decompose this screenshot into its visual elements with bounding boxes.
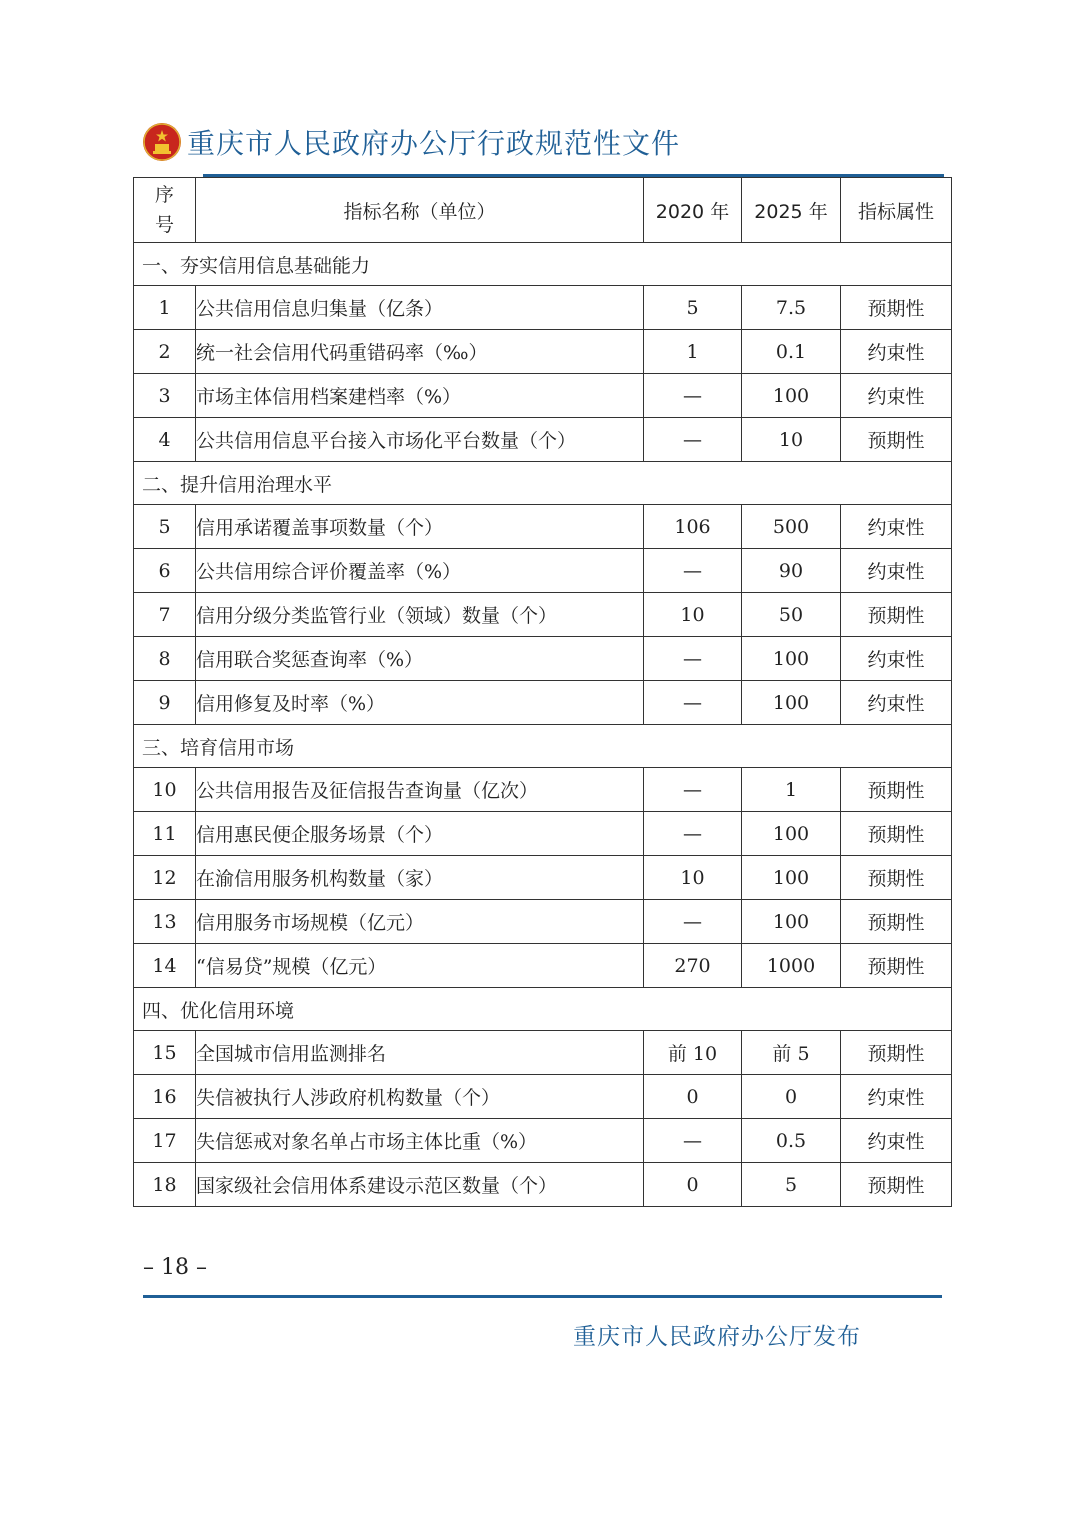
section-row (134, 988, 952, 1031)
cell-value-2025: 1 (742, 768, 841, 812)
section-title: 二、提升信用治理水平 (134, 462, 952, 505)
cell-value-2020: 前 10 (644, 1031, 742, 1075)
cell-index: 17 (134, 1119, 196, 1163)
cell-index: 10 (134, 768, 196, 812)
cell-index: 3 (134, 374, 196, 418)
header-2025: 2025 年 (742, 178, 841, 243)
cell-indicator-name: 信用联合奖惩查询率（%） (196, 637, 644, 681)
page-number: – 18 – (143, 1255, 207, 1280)
cell-indicator-name: 信用修复及时率（%） (196, 681, 644, 725)
table-row (134, 1163, 952, 1207)
cell-value-2020: 5 (644, 286, 742, 330)
cell-value-2025: 0.1 (742, 330, 841, 374)
cell-indicator-name: 信用服务市场规模（亿元） (196, 900, 644, 944)
section-row (134, 243, 952, 286)
header-name: 指标名称（单位） (196, 178, 644, 243)
cell-index: 1 (134, 286, 196, 330)
table-row (134, 505, 952, 549)
cell-indicator-name: 公共信用报告及征信报告查询量（亿次） (196, 768, 644, 812)
cell-attribute: 预期性 (841, 856, 952, 900)
cell-value-2025: 0.5 (742, 1119, 841, 1163)
table-row (134, 374, 952, 418)
cell-attribute: 预期性 (841, 900, 952, 944)
cell-value-2025: 100 (742, 374, 841, 418)
cell-indicator-name: 公共信用信息归集量（亿条） (196, 286, 644, 330)
cell-attribute: 约束性 (841, 505, 952, 549)
cell-attribute: 约束性 (841, 549, 952, 593)
cell-attribute: 预期性 (841, 286, 952, 330)
cell-index: 5 (134, 505, 196, 549)
cell-index: 12 (134, 856, 196, 900)
cell-index: 2 (134, 330, 196, 374)
cell-indicator-name: 统一社会信用代码重错码率（‰） (196, 330, 644, 374)
cell-indicator-name: 在渝信用服务机构数量（家） (196, 856, 644, 900)
cell-index: 7 (134, 593, 196, 637)
cell-attribute: 预期性 (841, 593, 952, 637)
cell-value-2025: 5 (742, 1163, 841, 1207)
cell-index: 6 (134, 549, 196, 593)
cell-attribute: 约束性 (841, 374, 952, 418)
cell-index: 4 (134, 418, 196, 462)
table-row (134, 418, 952, 462)
cell-value-2020: 10 (644, 856, 742, 900)
cell-value-2020: — (644, 374, 742, 418)
cell-index: 8 (134, 637, 196, 681)
footer-divider (143, 1295, 942, 1298)
header-title: 重庆市人民政府办公厅行政规范性文件 (187, 127, 681, 160)
table-row (134, 549, 952, 593)
cell-value-2020: 10 (644, 593, 742, 637)
cell-value-2020: 0 (644, 1075, 742, 1119)
cell-index: 14 (134, 944, 196, 988)
cell-indicator-name: 公共信用综合评价覆盖率（%） (196, 549, 644, 593)
cell-value-2020: 1 (644, 330, 742, 374)
cell-value-2020: — (644, 1119, 742, 1163)
cell-indicator-name: 市场主体信用档案建档率（%） (196, 374, 644, 418)
cell-indicator-name: 失信被执行人涉政府机构数量（个） (196, 1075, 644, 1119)
header-index: 序 号 (134, 178, 196, 243)
national-emblem-icon (143, 123, 181, 161)
section-title: 一、夯实信用信息基础能力 (134, 243, 952, 286)
table-row (134, 1119, 952, 1163)
cell-attribute: 预期性 (841, 768, 952, 812)
cell-indicator-name: “信易贷”规模（亿元） (196, 944, 644, 988)
cell-index: 15 (134, 1031, 196, 1075)
cell-value-2025: 10 (742, 418, 841, 462)
cell-value-2025: 7.5 (742, 286, 841, 330)
cell-indicator-name: 全国城市信用监测排名 (196, 1031, 644, 1075)
section-row (134, 725, 952, 768)
cell-indicator-name: 国家级社会信用体系建设示范区数量（个） (196, 1163, 644, 1207)
cell-value-2020: 270 (644, 944, 742, 988)
cell-attribute: 约束性 (841, 1075, 952, 1119)
cell-attribute: 预期性 (841, 944, 952, 988)
cell-value-2025: 100 (742, 812, 841, 856)
cell-value-2020: — (644, 549, 742, 593)
table-row (134, 944, 952, 988)
section-row (134, 462, 952, 505)
cell-value-2025: 1000 (742, 944, 841, 988)
header-attribute: 指标属性 (841, 178, 952, 243)
footer-publisher: 重庆市人民政府办公厅发布 (573, 1324, 861, 1350)
cell-indicator-name: 公共信用信息平台接入市场化平台数量（个） (196, 418, 644, 462)
cell-attribute: 预期性 (841, 1163, 952, 1207)
cell-indicator-name: 失信惩戒对象名单占市场主体比重（%） (196, 1119, 644, 1163)
header-2020: 2020 年 (644, 178, 742, 243)
cell-value-2025: 50 (742, 593, 841, 637)
cell-attribute: 预期性 (841, 418, 952, 462)
cell-value-2025: 前 5 (742, 1031, 841, 1075)
table-row (134, 286, 952, 330)
table-row (134, 681, 952, 725)
table-row (134, 330, 952, 374)
cell-value-2025: 100 (742, 681, 841, 725)
cell-index: 11 (134, 812, 196, 856)
cell-value-2020: 0 (644, 1163, 742, 1207)
cell-indicator-name: 信用承诺覆盖事项数量（个） (196, 505, 644, 549)
cell-value-2025: 100 (742, 856, 841, 900)
cell-attribute: 预期性 (841, 812, 952, 856)
cell-value-2020: — (644, 900, 742, 944)
cell-value-2020: 106 (644, 505, 742, 549)
cell-value-2025: 500 (742, 505, 841, 549)
cell-index: 18 (134, 1163, 196, 1207)
cell-attribute: 预期性 (841, 1031, 952, 1075)
cell-index: 13 (134, 900, 196, 944)
table-row (134, 1031, 952, 1075)
table-body (134, 243, 952, 1207)
cell-value-2025: 90 (742, 549, 841, 593)
table-row (134, 856, 952, 900)
cell-value-2020: — (644, 418, 742, 462)
cell-indicator-name: 信用惠民便企服务场景（个） (196, 812, 644, 856)
cell-value-2020: — (644, 681, 742, 725)
table-row (134, 1075, 952, 1119)
cell-value-2020: — (644, 768, 742, 812)
table-row (134, 812, 952, 856)
section-title: 三、培育信用市场 (134, 725, 952, 768)
document-header (143, 120, 680, 164)
cell-attribute: 约束性 (841, 1119, 952, 1163)
indicator-table (133, 177, 952, 1207)
cell-attribute: 约束性 (841, 637, 952, 681)
cell-indicator-name: 信用分级分类监管行业（领域）数量（个） (196, 593, 644, 637)
cell-value-2025: 100 (742, 900, 841, 944)
table-row (134, 900, 952, 944)
cell-attribute: 约束性 (841, 330, 952, 374)
section-title: 四、优化信用环境 (134, 988, 952, 1031)
cell-index: 16 (134, 1075, 196, 1119)
table-header-row (134, 178, 952, 243)
table-row (134, 768, 952, 812)
cell-value-2020: — (644, 637, 742, 681)
cell-value-2020: — (644, 812, 742, 856)
cell-index: 9 (134, 681, 196, 725)
table-row (134, 637, 952, 681)
cell-value-2025: 100 (742, 637, 841, 681)
cell-value-2025: 0 (742, 1075, 841, 1119)
cell-attribute: 约束性 (841, 681, 952, 725)
table-row (134, 593, 952, 637)
